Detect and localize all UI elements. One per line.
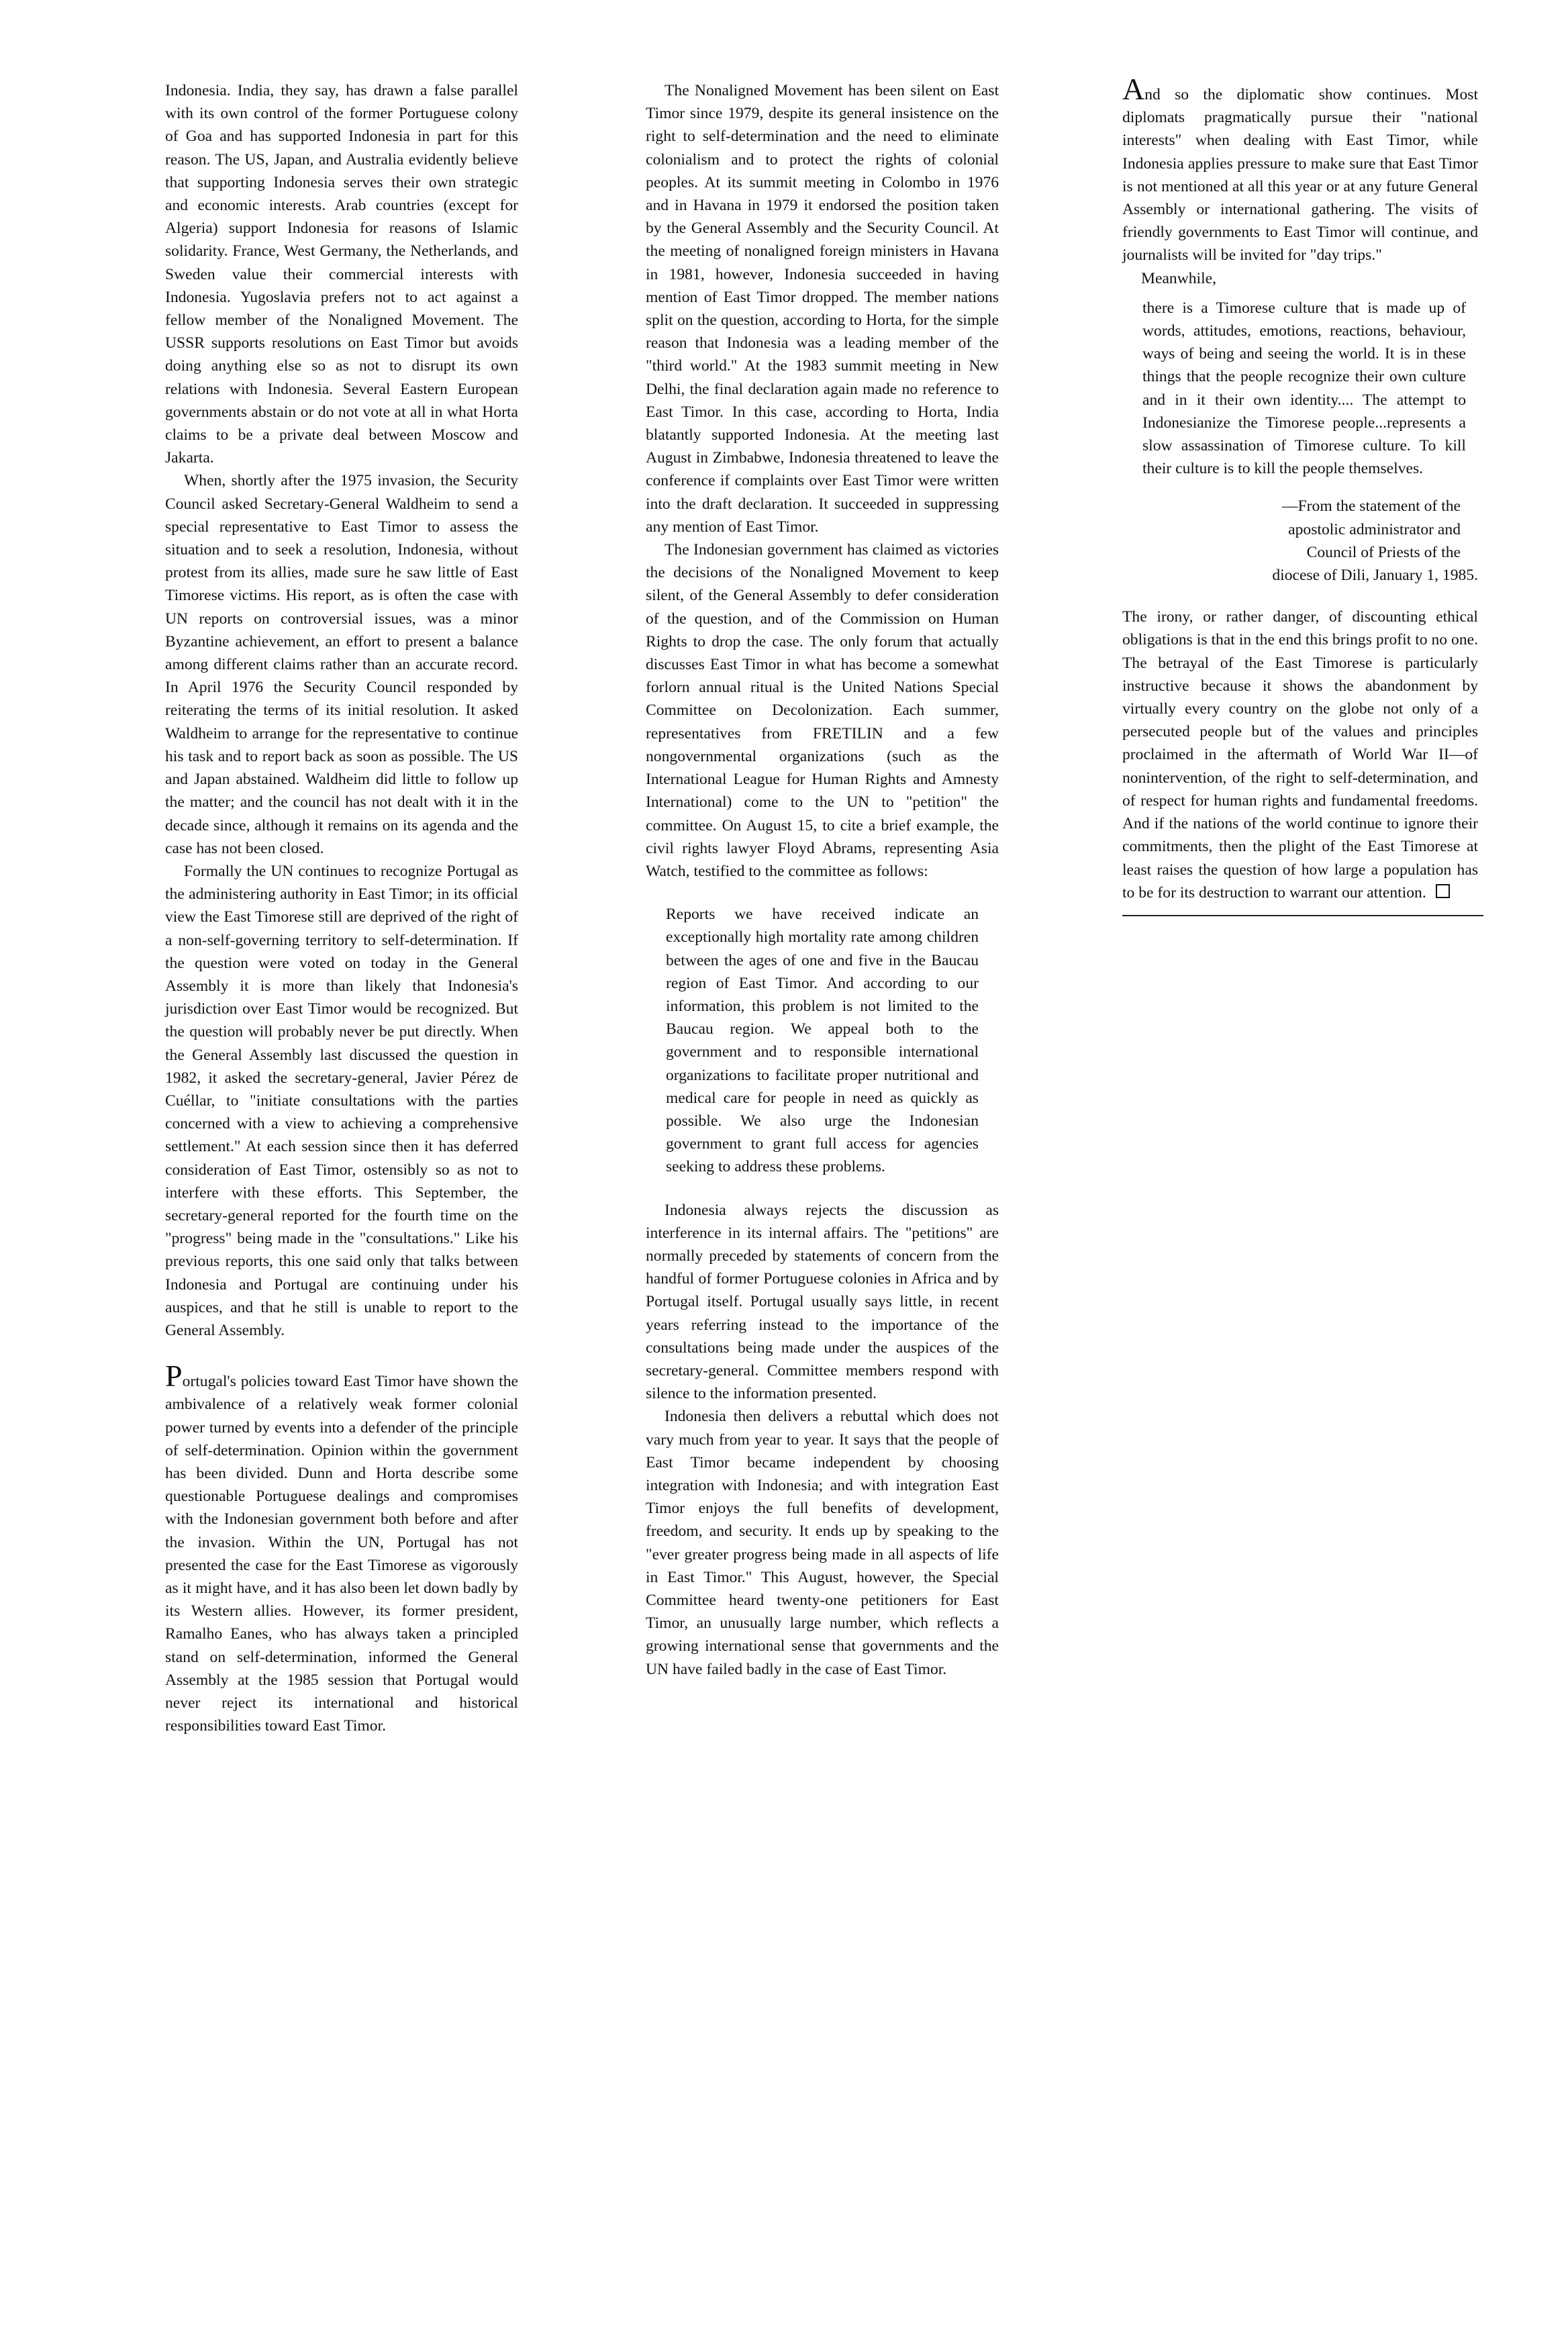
article-end-rule (1122, 915, 1483, 916)
article-column-left (165, 79, 518, 1737)
attribution-line: diocese of Dili, January 1, 1985. (1272, 567, 1478, 585)
paragraph: Indonesia then delivers a rebuttal which does not vary much from year to year. It says that the people of East Timor became independent by choosing integration with Indonesia; and with integration East Timor enjoys the full benefits of development, freedom, and security. It ends up by speaking to the "ever greater progress being made in all aspects of life in East Timor." This August, however, the Special Committee heard twenty-one petitioners for East Timor, an unusually large number, which reflects a growing international sense that governments and the UN have failed badly in the case of East Timor. (646, 1408, 999, 1678)
paragraph: Meanwhile, (1141, 269, 1217, 287)
paragraph-text: ortugal's policies toward East Timor have shown the ambivalence of a relatively weak former colonial power turned by events into a defender of the principle of self-determination. Opinion within the government has been divided. Dunn and Horta describe some questionable Portuguese dealings and compromises with the Indonesian government both before and after the invasion. Within the UN, Portugal has not presented the case for the East Timorese as vigorously as it might have, and it has also been let down badly by its Western allies. However, its former president, Ramalho Eanes, who has always taken a principled stand on self-determination, informed the General Assembly at the 1985 session that Portugal would never reject its international and historical responsibilities toward East Timor. (165, 1373, 518, 1735)
block-quote (666, 903, 979, 1178)
paragraph: The Indonesian government has claimed as victories the decisions of the Nonaligned Movement to keep silent, of the General Assembly to defer consideration of the question, and of the Commission on Human Rights to drop the case. The only forum that actually discusses East Timor in what has become a somewhat forlorn annual ritual is the United Nations Special Committee on Decolonization. Each summer, representatives from FRETILIN and a few nongovernmental organizations (such as the International League for Human Rights and Amnesty International) come to the UN to "petition" the committee. On August 15, to cite a brief example, the civil rights lawyer Floyd Abrams, representing Asia Watch, testified to the committee as follows: (646, 541, 999, 880)
section-lead-paragraph (165, 1359, 518, 1737)
attribution-line: Council of Priests of the (1306, 543, 1461, 561)
block-quote (1142, 297, 1466, 481)
paragraph-text: The irony, or rather danger, of discounting ethical obligations is that in the end this brings profit to no one. The betrayal of the East Timorese is particularly instructive because it shows the abandonment by virtually every country on the globe not only of a persecuted people but of the values and principles proclaimed in the aftermath of World War II—of nonintervention, of the right to self-determination, and of respect for human rights and fundamental freedoms. And if the nations of the world continue to ignore their commitments, then the plight of the East Timorese at least raises the question of how large a population has to be for its destruction to warrant our attention. (1122, 608, 1478, 902)
article-column-right (1122, 72, 1478, 904)
quote-attribution (1122, 495, 1478, 587)
closing-paragraph (1122, 605, 1478, 904)
paragraph: The Nonaligned Movement has been silent on East Timor since 1979, despite its general insistence on the right to self-determination and the need to eliminate colonialism and to protect the rights of colonial peoples. At its summit meeting in Colombo in 1976 and in Havana in 1979 it endorsed the position taken by the General Assembly and the Security Council. At the meeting of nonaligned foreign ministers in Havana in 1981, however, Indonesia succeeded in having mention of East Timor dropped. The member nations split on the question, according to Horta, for the simple reason that Indonesia was a leading member of the "third world." At the 1983 summit meeting in New Delhi, the final declaration again made no reference to East Timor. In this case, according to Horta, India blatantly supported Indonesia. At the meeting last August in Zimbabwe, Indonesia threatened to leave the conference if complaints over East Timor were written into the draft declaration. It succeeded in suppressing any mention of East Timor. (646, 82, 999, 536)
drop-cap: P (165, 1359, 183, 1394)
paragraph: Formally the UN continues to recognize Portugal as the administering authority in East Timor; in its official view the East Timorese still are deprived of the right of a non-self-governing territory to self-determination. If the question were voted on today in the General Assembly it is more than likely that Indonesia's jurisdiction over East Timor would be recognized. But the question will probably never be put directly. When the General Assembly last discussed the question in 1982, it asked the secretary-general, Javier Pérez de Cuéllar, to "initiate consultations with the parties concerned with a view to achieving a comprehensive settlement." At each session since then it has deferred consideration of East Timor, ostensibly so as not to interfere with these efforts. This September, the secretary-general reported for the fourth time on the "progress" being made in the "consultations." Like his previous reports, this one said only that talks between Indonesia and Portugal are continuing under his auspices, and that he still is unable to report to the General Assembly. (165, 862, 518, 1339)
end-mark-icon (1436, 884, 1450, 898)
section-lead-paragraph (1122, 72, 1478, 267)
block-quote-text: Reports we have received indicate an exceptionally high mortality rate among children between the ages of one and five in the Baucau region of East Timor. And according to our information, this problem is not limited to the Baucau region. We appeal both to the government and to responsible international organizations to facilitate proper nutritional and medical care for people in need as quickly as possible. We also urge the Indonesian government to grant full access for agencies seeking to address these problems. (666, 906, 979, 1176)
attribution-line: apostolic administrator and (1288, 520, 1461, 538)
paragraph: Indonesia always rejects the discussion as interference in its internal affairs. The "petitions" are normally preceded by statements of concern from the handful of former Portuguese colonies in Africa and by Portugal itself. Portugal usually says little, in recent years referring instead to the importance of the consultations being made under the auspices of the secretary-general. Committee members respond with silence to the information presented. (646, 1201, 999, 1403)
article-column-middle (646, 79, 999, 1681)
drop-cap: A (1122, 72, 1145, 106)
block-quote-text: there is a Timorese culture that is made up of words, attitudes, emotions, reactions, behaviour, ways of being and seeing the world. It is in these things that the people recognize their own culture and in it their own identity.... The attempt to Indonesianize the Timorese people...represents a slow assassination of Timorese culture. To kill their culture is to kill the people themselves. (1142, 299, 1466, 478)
paragraph: When, shortly after the 1975 invasion, the Security Council asked Secretary-General Waldheim to send a special representative to East Timor to assess the situation and to seek a resolution, Indonesia, without protest from its allies, made sure he saw little of East Timorese victims. His report, as is often the case with UN reports on controversial issues, was a minor Byzantine achievement, an effort to present a balance among different claims rather than an accurate record. In April 1976 the Security Council responded by reiterating the terms of its initial resolution. It asked Waldheim to arrange for the representative to continue his task and to report back as soon as possible. The US and Japan abstained. Waldheim did little to follow up the matter; and the council has not dealt with it in the decade since, although it remains on its agenda and the case has not been closed. (165, 472, 518, 857)
paragraph-text: nd so the diplomatic show continues. Most diplomats pragmatically pursue their "national interests" when dealing with East Timor, while Indonesia applies pressure to make sure that East Timor is not mentioned at all this year or at any future General Assembly or international gathering. The visits of friendly governments to East Timor will continue, and journalists will be invited for "day trips." (1122, 86, 1478, 264)
attribution-line: —From the statement of the (1281, 497, 1461, 516)
paragraph: Indonesia. India, they say, has drawn a false parallel with its own control of the former Portuguese colony of Goa and has supported Indonesia in part for this reason. The US, Japan, and Australia evidently believe that supporting Indonesia serves their own strategic and economic interests. Arab countries (except for Algeria) support Indonesia for reasons of Islamic solidarity. France, West Germany, the Netherlands, and Sweden value their commercial interests with Indonesia. Yugoslavia prefers not to act against a fellow member of the Nonaligned Movement. The USSR supports resolutions on East Timor but avoids doing anything else so as not to disrupt its own relations with Indonesia. Several Eastern European governments abstain or do not vote at all in what Horta claims to be a private deal between Moscow and Jakarta. (165, 82, 518, 467)
